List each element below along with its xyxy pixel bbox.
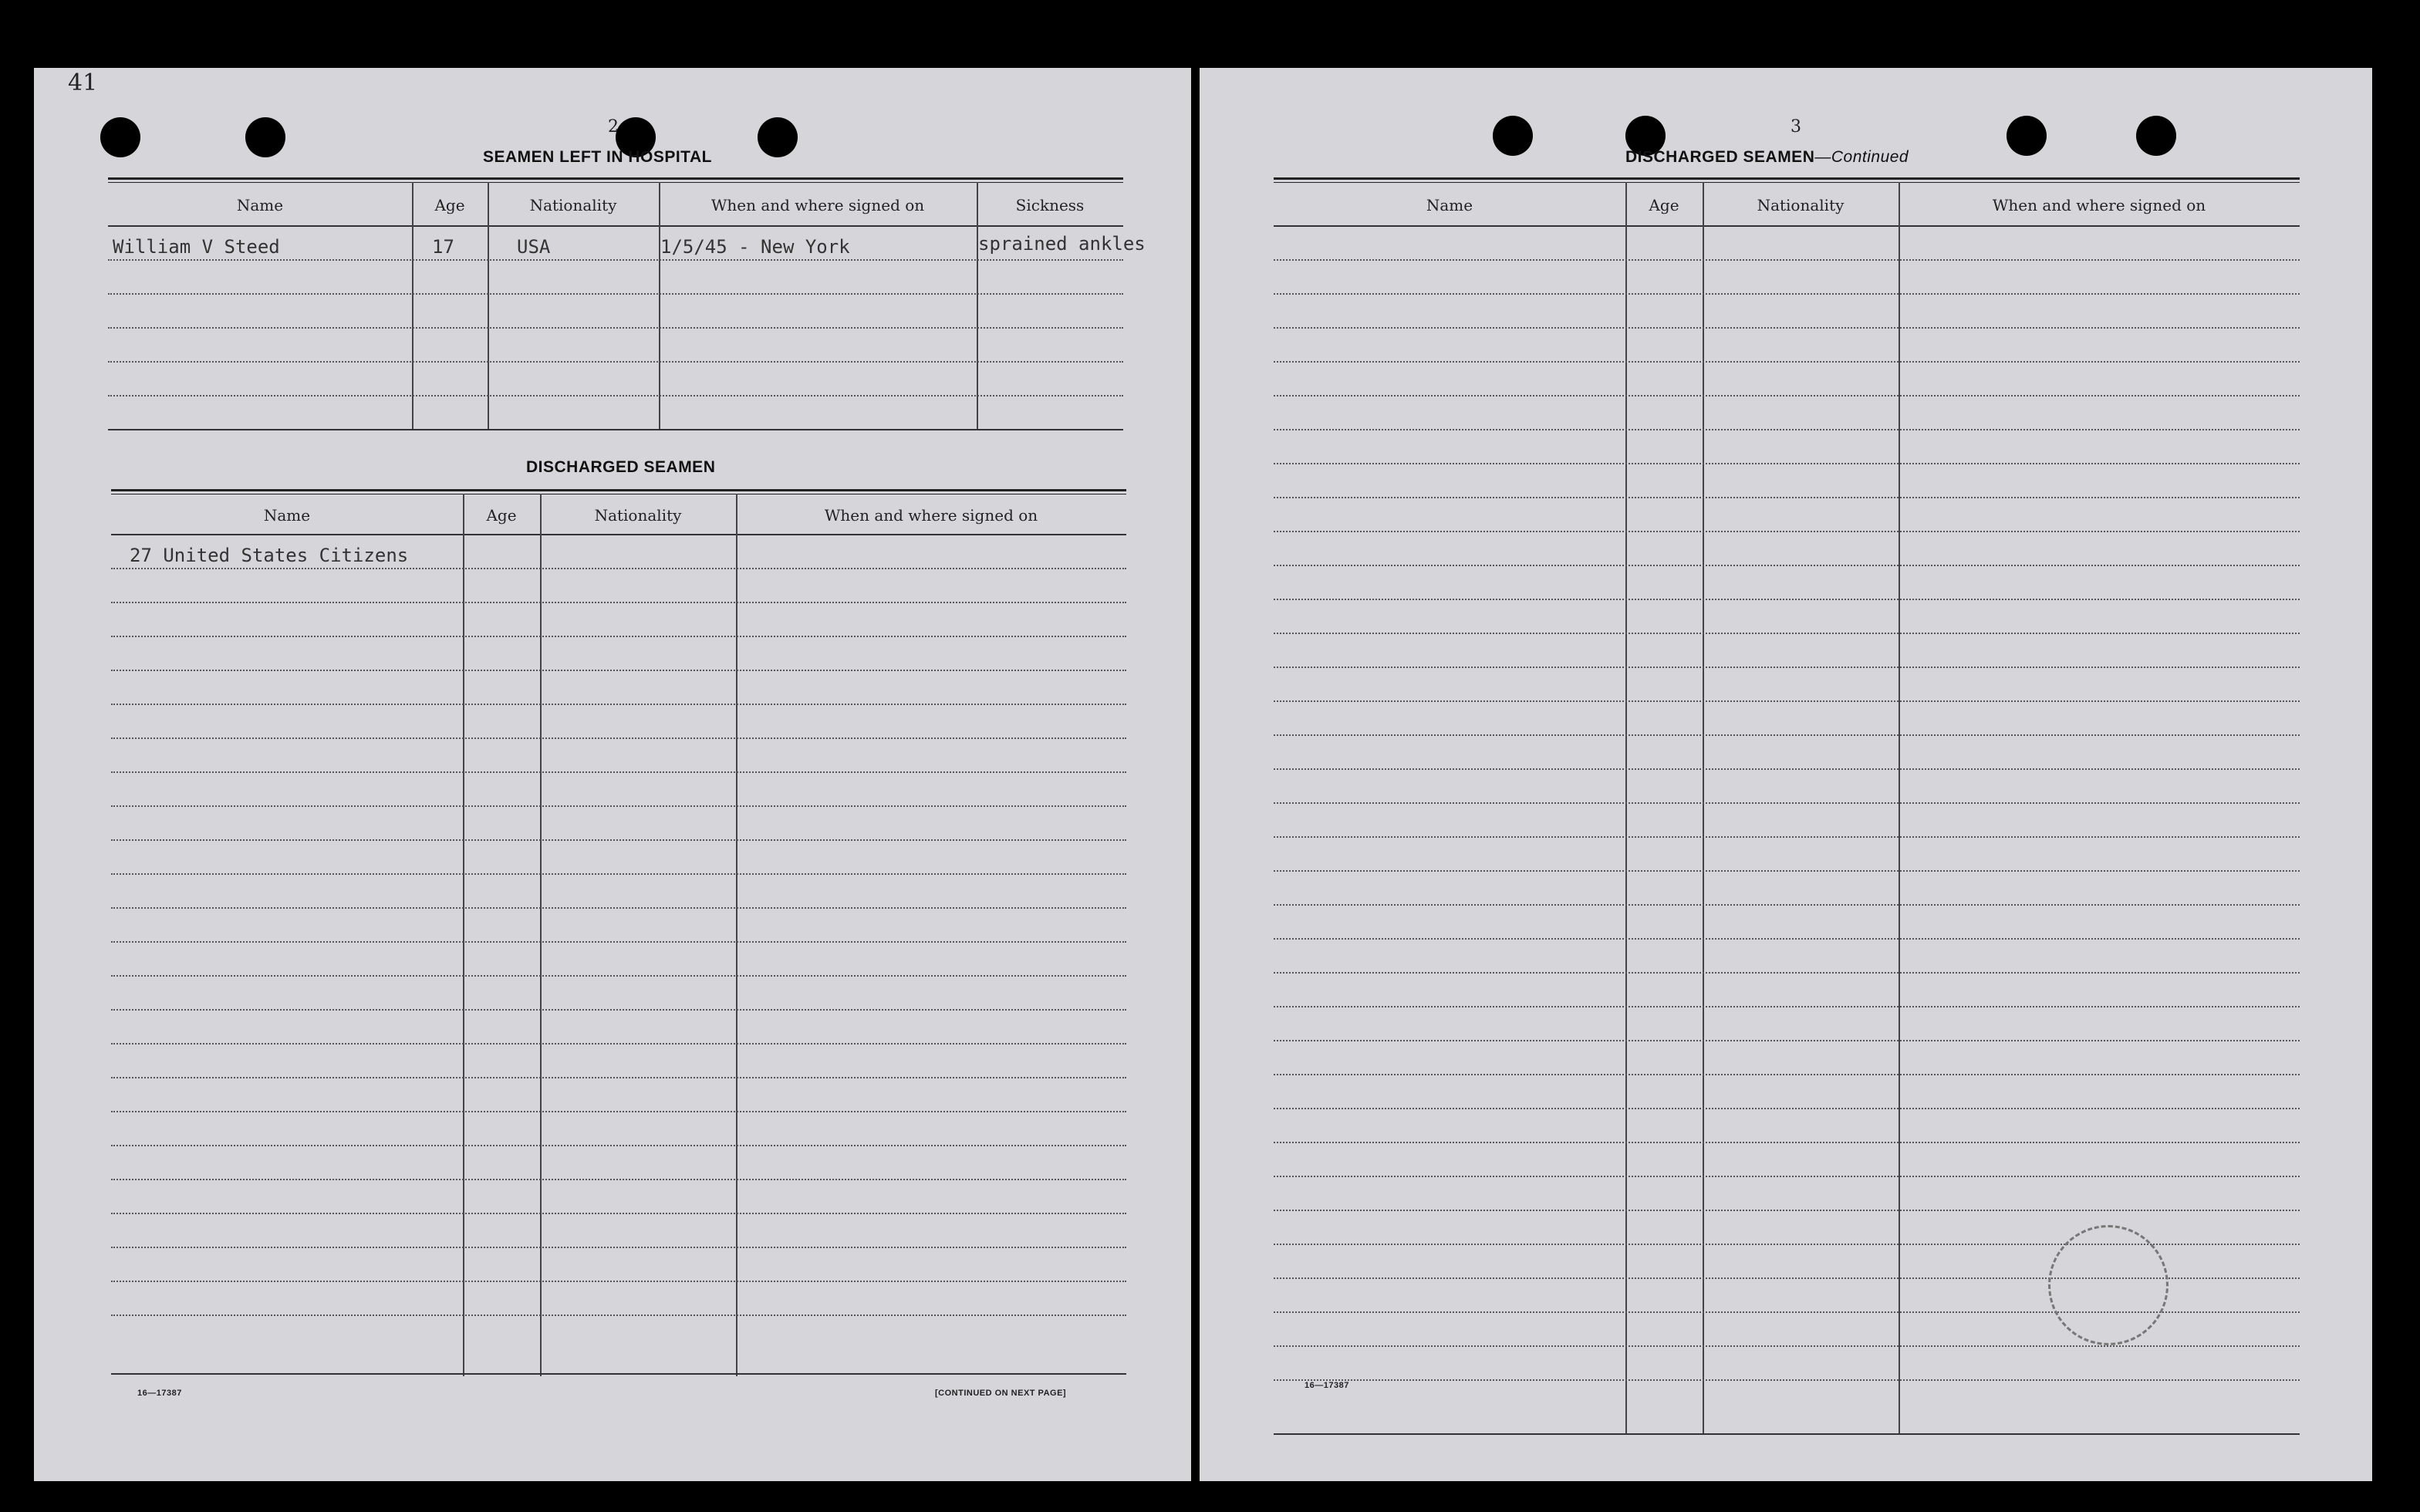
hospital-signed-on-cell: 1/5/45 - New York [660,236,850,258]
punch-hole [1493,116,1533,156]
ruled-row-line [1274,768,2300,770]
ruled-row-line [111,1009,1126,1011]
form-number: 16—17387 [137,1389,182,1398]
ruled-row-line [111,1077,1126,1078]
ruled-row-line [1274,972,2300,974]
ruled-row-line [111,704,1126,705]
ink-stamp [2048,1225,2169,1345]
ruled-row-line [111,975,1126,977]
ruled-row-line [111,1179,1126,1180]
ruled-row-line [1274,531,2300,532]
page-number: 2 [608,117,619,137]
col-header-nationality: Nationality [1757,196,1845,214]
col-header-signed-on: When and where signed on [1992,196,2206,214]
ruled-row-line [1274,802,2300,804]
left-page [34,68,1191,1481]
ruled-row-line [111,771,1126,773]
hospital-nationality-cell: USA [517,236,551,258]
hospital-table [108,177,1146,438]
hospital-name-cell: William V Steed [113,236,280,258]
col-header-sickness: Sickness [1015,196,1085,214]
punch-hole [2136,116,2176,156]
discharged-continued-title [1625,148,1909,167]
hospital-section-title: SEAMEN LEFT IN HOSPITAL [483,148,712,166]
ruled-row-line [1274,938,2300,940]
ruled-row-line [1274,599,2300,600]
form-number: 16—17387 [1305,1381,1349,1390]
col-header-age: Age [434,196,465,214]
ruled-row-line [1274,1379,2300,1381]
ruled-row-line [111,907,1126,909]
col-header-nationality: Nationality [529,196,617,214]
right-page [1200,68,2372,1481]
punch-hole [100,117,140,157]
discharged-name-cell: 27 United States Citizens [130,545,409,566]
ruled-row-line [1274,1074,2300,1075]
ruled-row-line [1274,327,2300,329]
discharged-table [111,489,1126,1384]
ruled-row-line [111,941,1126,943]
ruled-row-line [1274,361,2300,363]
corner-mark: 41 [68,69,98,96]
col-header-nationality: Nationality [594,506,682,525]
col-header-age: Age [486,506,517,525]
ruled-row-line [1274,633,2300,634]
ruled-row-line [111,1247,1126,1248]
col-header-name: Name [236,196,284,214]
ruled-row-line [111,1111,1126,1112]
col-header-name: Name [1426,196,1473,214]
ruled-row-line [111,636,1126,637]
ruled-row-line [111,568,1126,569]
ruled-row-line [111,1145,1126,1146]
ruled-row-line [1274,395,2300,397]
punch-hole [245,117,285,157]
ruled-row-line [111,737,1126,739]
punch-hole [758,117,798,157]
ruled-row-line [111,805,1126,807]
ruled-row-line [111,873,1126,875]
ruled-row-line [111,670,1126,671]
ruled-row-line [111,1281,1126,1282]
ruled-row-line [1274,1006,2300,1007]
ruled-row-line [1274,463,2300,464]
ruled-row-line [111,1315,1126,1316]
col-header-signed-on: When and where signed on [824,506,1038,525]
discharged-section-title: DISCHARGED SEAMEN [526,458,716,476]
col-header-age: Age [1649,196,1679,214]
ruled-row-line [1274,734,2300,736]
col-header-name: Name [263,506,311,525]
ruled-row-line [1274,497,2300,498]
ruled-row-line [111,602,1126,603]
col-header-signed-on: When and where signed on [710,196,925,214]
ruled-row-line [1274,259,2300,261]
punch-hole [2007,116,2047,156]
ruled-row-line [111,1043,1126,1045]
ruled-row-line [111,839,1126,841]
ruled-row-line [111,1213,1126,1214]
hospital-age-cell: 17 [432,236,454,258]
ruled-row-line [1274,870,2300,872]
ruled-row-line [1274,293,2300,295]
title-text: DISCHARGED SEAMEN [1625,148,1815,166]
ruled-row-line [1274,667,2300,668]
continued-note: [CONTINUED ON NEXT PAGE] [935,1389,1067,1398]
ruled-row-line [1274,429,2300,430]
ruled-row-line [1274,1345,2300,1347]
ruled-row-line [1274,700,2300,702]
ruled-row-line [1274,1176,2300,1177]
ruled-row-line [1274,904,2300,906]
title-suffix: —Continued [1814,148,1909,166]
ruled-row-line [1274,1040,2300,1041]
hospital-sickness-cell: sprained ankles [978,233,1146,255]
ruled-row-line [1274,565,2300,566]
ruled-row-line [1274,836,2300,838]
ruled-row-line [1274,1108,2300,1109]
ruled-row-line [1274,1142,2300,1143]
page-number: 3 [1791,117,1801,137]
ruled-row-line [1274,1210,2300,1211]
